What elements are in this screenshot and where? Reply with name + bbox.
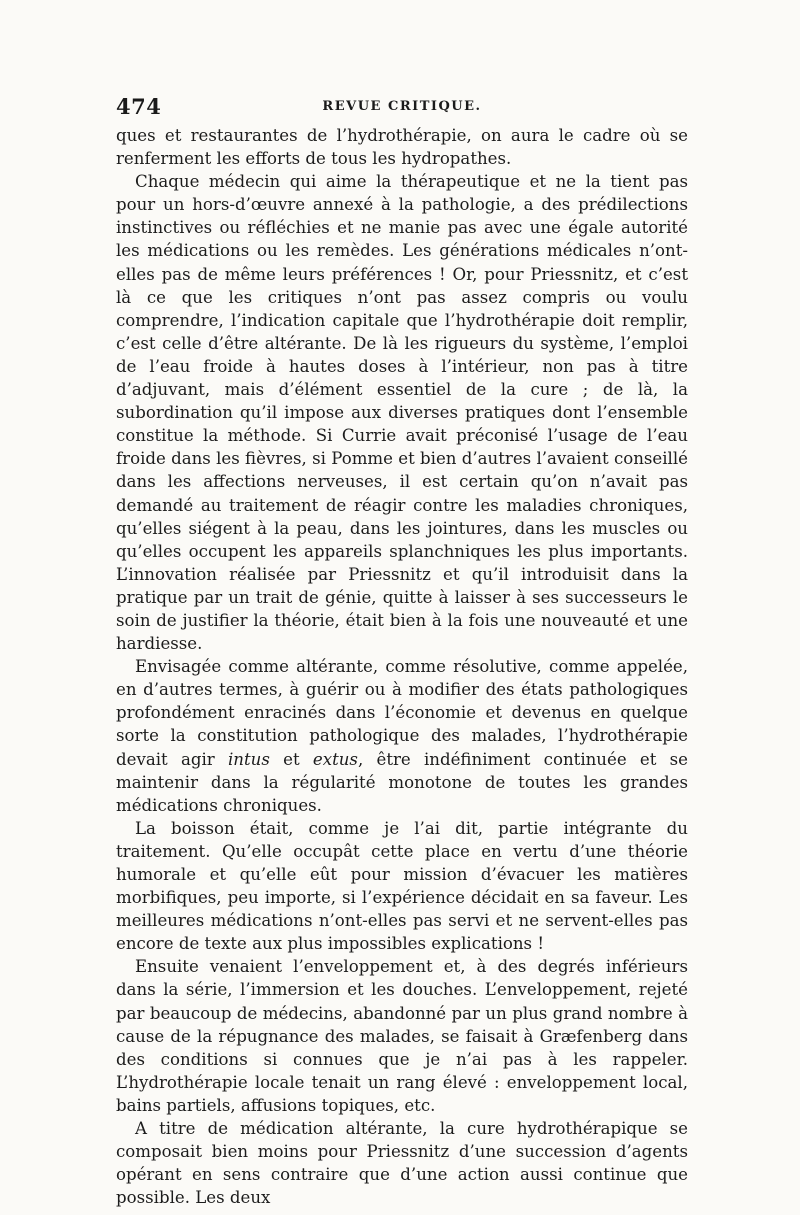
body-text: [116, 124, 688, 1209]
page-header: [116, 94, 688, 122]
paragraph-3: [116, 655, 688, 817]
paragraph-2: Chaque médecin qui aime la thérapeutique et ne la tient pas pour un hors-d’œuvre annexé à la pathologie, a des prédilections instinctives ou réfléchies et ne manie pas avec une égale autorité les médications ou les remèdes. Les générations médicales n’ont-elles pas de même leurs préférences ! Or, pour Priessnitz, et c’est là ce que les critiques n’ont pas assez compris ou voulu comprendre, l’indication capitale que l’hydrothérapie doit remplir, c’est celle d’être altérante. De là les rigueurs du système, l’emploi de l’eau froide à hautes doses à l’intérieur, non pas à titre d’adjuvant, mais d’élément essentiel de la cure ; de là, la subordination qu’il impose aux diverses pratiques dont l’ensemble constitue la méthode. Si Currie avait préconisé l’usage de l’eau froide dans les fièvres, si Pomme et bien d’autres l’avaient conseillé dans les affections nerveuses, il est certain qu’on n’avait pas demandé au traitement de réagir contre les maladies chroniques, qu’elles siégent à la peau, dans les jointures, dans les muscles ou qu’elles occupent les appareils splanchniques les plus importants. L’innovation réalisée par Priessnitz et qu’il introduisit dans la pratique par un trait de génie, quitte à laisser à ses successeurs le soin de justifier la théorie, était bien à la fois une nouveauté et une hardiesse.: [116, 172, 688, 654]
paragraph-3-text-after: , être indéfiniment continuée et se maintenir dans la régularité monotone de toutes les grandes médications chroniques.: [116, 749, 688, 815]
paragraph-5: Ensuite venaient l’enveloppement et, à des degrés inférieurs dans la série, l’immersion et les douches. L’enveloppement, rejeté par beaucoup de médecins, abandonné par un plus grand nombre à cause de la répugnance des malades, se faisait à Græfenberg dans des conditions si connues que je n’ai pas à les rappeler. L’hydrothérapie locale tenait un rang élevé : enveloppement local, bains partiels, affusions topiques, etc.: [116, 957, 688, 1115]
italic-extus: extus: [312, 749, 358, 769]
paragraph-1: ques et restaurantes de l’hydrothérapie, on aura le cadre où se renferment les efforts de tous les hydropathes.: [116, 126, 688, 169]
paragraph-3-text-middle: et: [269, 749, 313, 769]
paragraph-6: A titre de médication altérante, la cure hydrothérapique se composait bien moins pour Priessnitz d’une succession d’agents opérant en sens contraire que d’une action aussi continue que possible. Les deux: [116, 1119, 688, 1208]
page-number: 474: [116, 94, 162, 119]
paragraph-4: La boisson était, comme je l’ai dit, partie intégrante du traitement. Qu’elle occupât cette place en vertu d’une théorie humorale et qu’elle eût pour mission d’évacuer les matières morbifiques, peu importe, si l’expérience décidait en sa faveur. Les meilleures médications n’ont-elles pas servi et ne servent-elles pas encore de texte aux plus impossibles explications !: [116, 818, 688, 954]
running-title: REVUE CRITIQUE.: [322, 99, 482, 114]
italic-intus: intus: [227, 749, 270, 769]
paragraph-3-text-before: Envisagée comme altérante, comme résolutive, comme appelée, en d’autres termes, à guérir ou à modifier des états pathologiques profondément enracinés dans l’économie et devenus en quelque sorte la constitution pathologique des malades, l’hydrothérapie devait agir: [116, 657, 688, 769]
